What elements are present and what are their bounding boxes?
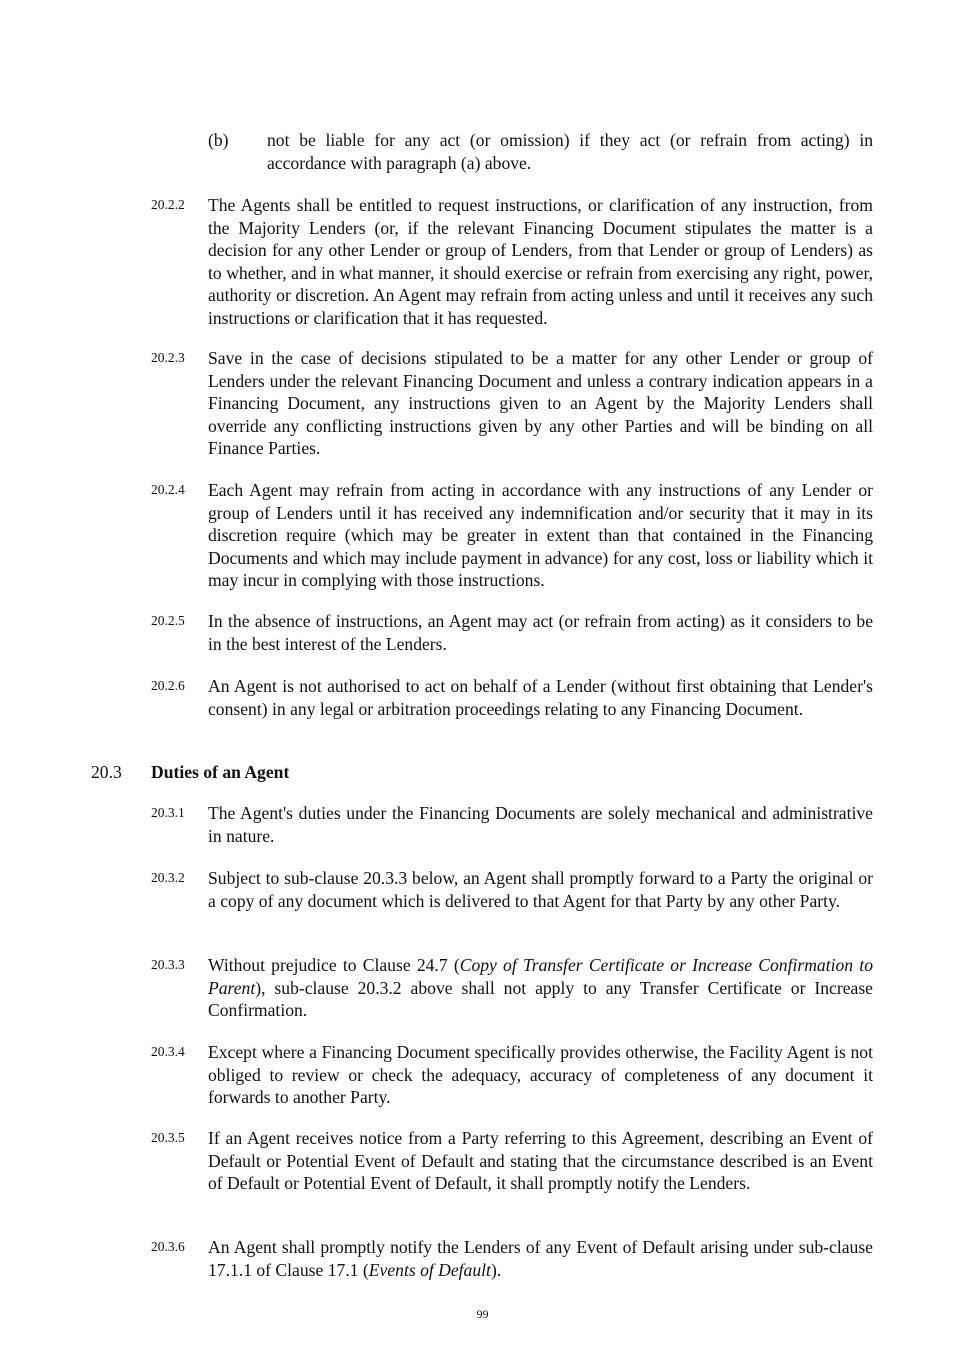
clause-number-20-2-3: 20.2.3 xyxy=(151,350,185,365)
item-text-b: not be liable for any act (or omission) if they act (or refrain from acting) in accordance with paragraph (a) above. xyxy=(267,130,873,173)
clause-number-20-2-6: 20.2.6 xyxy=(151,678,185,693)
clause-text-20-2-4: Each Agent may refrain from acting in accordance with any instructions of any Lender or group of Lenders until it has received any indemnification and/or security that it may in its discretion require (which may be greater in extent than that contained in the Financing Documents and which may include payment in advance) for any cost, loss or liability which it may incur in complying with those instructions. xyxy=(208,480,873,590)
clause-text-20-3-6 xyxy=(208,1236,873,1281)
clause-text-20-3-5: If an Agent receives notice from a Party referring to this Agreement, describing an Event of Default or Potential Event of Default and stating that the circumstance described is an Event of Default or Potential Event of Default, it shall promptly notify the Lenders. xyxy=(208,1128,873,1193)
clause-number-20-3-5: 20.3.5 xyxy=(151,1130,185,1145)
clause-text-20-3-3 xyxy=(208,954,873,1022)
clause-text-20-2-3: Save in the case of decisions stipulated to be a matter for any other Lender or group of Lenders under the relevant Financing Document and unless a contrary indication appears in a Financing Document, any instructions given to an Agent by the Majority Lenders shall override any conflicting instructions given by any other Parties and will be binding on all Finance Parties. xyxy=(208,348,873,458)
page-number: 99 xyxy=(476,1307,489,1321)
clause-text-20-3-6-lead: An Agent shall promptly notify the Lenders of any Event of Default arising under sub-clause 17.1.1 of Clause 17.1 ( xyxy=(208,1237,873,1280)
clause-number-20-3-2: 20.3.2 xyxy=(151,870,185,885)
clause-text-20-3-3-cross-reference: Copy of Transfer Certificate or Increase Confirmation to Parent xyxy=(208,955,873,998)
clause-text-20-3-3-lead: Without prejudice to Clause 24.7 ( xyxy=(208,955,460,975)
clause-text-20-3-6-cross-reference: Events of Default xyxy=(368,1259,491,1280)
clause-number-20-2-4: 20.2.4 xyxy=(151,482,185,497)
item-label-b: (b) xyxy=(208,130,229,150)
clause-number-20-3-3: 20.3.3 xyxy=(151,957,185,972)
clause-text-20-3-6-tail: ). xyxy=(490,1259,502,1280)
clause-text-20-3-4: Except where a Financing Document specifically provides otherwise, the Facility Agent is not obliged to review or check the adequacy, accuracy of completeness of any document it forwards to another Party. xyxy=(208,1042,873,1107)
clause-text-20-3-1: The Agent's duties under the Financing Documents are solely mechanical and administrative in nature. xyxy=(208,803,873,846)
clause-number-20-2-2: 20.2.2 xyxy=(151,197,185,212)
clause-text-20-2-5: In the absence of instructions, an Agent may act (or refrain from acting) as it considers to be in the best interest of the Lenders. xyxy=(208,611,873,654)
clause-number-20-3-1: 20.3.1 xyxy=(151,805,185,820)
clause-text-20-3-2: Subject to sub-clause 20.3.3 below, an Agent shall promptly forward to a Party the original or a copy of any document which is delivered to that Agent for that Party by any other Party. xyxy=(208,868,873,911)
clause-text-20-3-3-tail: ), sub-clause 20.3.2 above shall not apply to any Transfer Certificate or Increase Confirmation. xyxy=(208,977,873,1020)
section-number: 20.3 xyxy=(91,762,122,782)
clause-number-20-3-6: 20.3.6 xyxy=(151,1239,185,1254)
clause-text-20-2-2: The Agents shall be entitled to request instructions, or clarification of any instruction, from the Majority Lenders (or, if the relevant Financing Document stipulates the matter is a decision for any other Lender or group of Lenders, from that Lender or group of Lenders) as to whether, and in what manner, it should exercise or refrain from exercising any right, power, authority or discretion. An Agent may refrain from acting unless and until it receives any such instructions or clarification that it has requested. xyxy=(208,195,873,328)
clause-number-20-2-5: 20.2.5 xyxy=(151,613,185,628)
clause-number-20-3-4: 20.3.4 xyxy=(151,1044,185,1059)
clause-text-20-2-6: An Agent is not authorised to act on behalf of a Lender (without first obtaining that Lender's consent) in any legal or arbitration proceedings relating to any Financing Document. xyxy=(208,676,873,719)
section-heading: Duties of an Agent xyxy=(151,762,290,782)
